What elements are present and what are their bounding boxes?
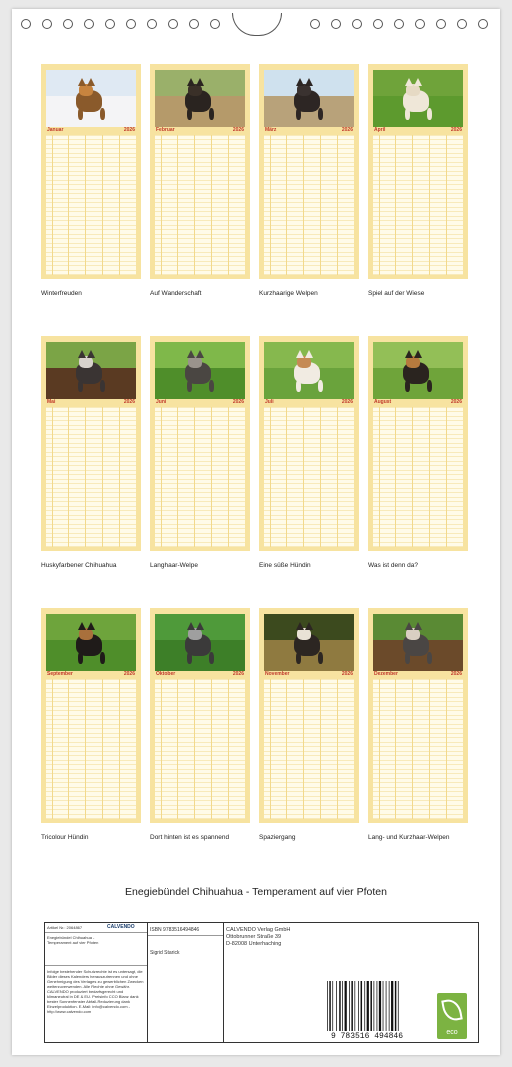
- month-year: 2026: [450, 671, 462, 677]
- barcode-bars: [325, 981, 409, 1033]
- month-caption: Kurzhaarige Welpen: [259, 290, 318, 297]
- barcode-bar: [339, 981, 341, 1031]
- binding-hole: [310, 19, 320, 29]
- barcode-bar: [379, 981, 381, 1031]
- month-name: Juli: [265, 399, 274, 405]
- city: D-82008 Unterhaching: [226, 941, 282, 947]
- barcode-bar: [358, 981, 359, 1031]
- product-title: Enegiebündel Chihuahua - Temperament auf vier Pfoten: [47, 935, 99, 945]
- binding-hole: [436, 19, 446, 29]
- month-name: Mai: [47, 399, 56, 405]
- barcode-bar: [336, 981, 337, 1031]
- planner-grid: [373, 135, 463, 275]
- month-name: Januar: [47, 127, 64, 133]
- company: CALVENDO Verlag GmbH: [226, 927, 291, 933]
- info-left-column: [45, 923, 148, 1042]
- binding-hole: [189, 19, 199, 29]
- barcode-bar: [327, 981, 328, 1031]
- planner-grid: [373, 407, 463, 547]
- month-photo: [264, 70, 354, 127]
- binding-hole: [63, 19, 73, 29]
- month-caption: Was ist denn da?: [368, 562, 418, 569]
- month-panel: [368, 64, 468, 279]
- month-year: 2026: [450, 127, 462, 133]
- binding-hole: [415, 19, 425, 29]
- month-name: Februar: [156, 127, 175, 133]
- month-caption: Eine süße Hündin: [259, 562, 311, 569]
- barcode-bar: [367, 981, 369, 1031]
- month-photo: [155, 70, 245, 127]
- planner-grid: [155, 679, 245, 819]
- month-caption: Spiel auf der Wiese: [368, 290, 425, 297]
- eco-label: eco: [446, 1029, 458, 1036]
- month-panel: [41, 336, 141, 551]
- calendar-title: Enegiebündel Chihuahua - Temperament auf vier Pfoten: [125, 886, 387, 898]
- planner-grid: [155, 407, 245, 547]
- month-name: März: [265, 127, 277, 133]
- month-name: September: [47, 671, 73, 677]
- barcode-bar: [374, 981, 375, 1031]
- planner-grid: [46, 135, 136, 275]
- planner-grid: [264, 679, 354, 819]
- barcode-bar: [364, 981, 365, 1031]
- spiral-binding: [12, 15, 500, 39]
- month-caption: Spaziergang: [259, 834, 296, 841]
- barcode-bar: [398, 981, 399, 1031]
- month-name: Juni: [156, 399, 167, 405]
- month-photo: [373, 614, 463, 671]
- binding-hole: [105, 19, 115, 29]
- barcode-bar: [361, 981, 363, 1031]
- binding-hole: [394, 19, 404, 29]
- info-mid-column: [148, 923, 224, 1042]
- binding-hole: [84, 19, 94, 29]
- binding-hole: [210, 19, 220, 29]
- barcode: [325, 981, 409, 1041]
- binding-hole: [21, 19, 31, 29]
- month-year: 2026: [232, 399, 244, 405]
- month-panel: [41, 64, 141, 279]
- month-caption: Tricolour Hündin: [41, 834, 89, 841]
- month-name: April: [374, 127, 386, 133]
- month-panel: [259, 336, 359, 551]
- barcode-bar: [377, 981, 378, 1031]
- month-photo: [46, 614, 136, 671]
- month-panel: [259, 608, 359, 823]
- author: Sigrid Starick: [150, 950, 180, 956]
- month-caption: Lang- und Kurzhaar-Welpen: [368, 834, 450, 841]
- month-caption: Langhaar-Welpe: [150, 562, 198, 569]
- month-photo: [264, 614, 354, 671]
- planner-grid: [46, 407, 136, 547]
- month-photo: [46, 70, 136, 127]
- month-caption: Auf Wanderschaft: [150, 290, 202, 297]
- eco-badge: [437, 993, 467, 1039]
- publisher-logo: CALVENDO: [107, 924, 135, 930]
- month-caption: Winterfreuden: [41, 290, 82, 297]
- month-panel: [150, 64, 250, 279]
- binding-hole: [168, 19, 178, 29]
- month-year: 2026: [232, 671, 244, 677]
- barcode-bar: [395, 981, 397, 1031]
- planner-grid: [155, 135, 245, 275]
- month-panel: [368, 608, 468, 823]
- binding-hole: [352, 19, 362, 29]
- month-year: 2026: [450, 399, 462, 405]
- isbn: ISBN 9783516494846: [150, 927, 200, 933]
- hanger-cutout: [232, 13, 282, 36]
- binding-hole: [147, 19, 157, 29]
- month-panel: [368, 336, 468, 551]
- month-name: August: [374, 399, 392, 405]
- month-name: Dezember: [374, 671, 398, 677]
- barcode-number: 9 783516 494846: [330, 1032, 403, 1041]
- barcode-bar: [370, 981, 372, 1031]
- planner-grid: [264, 135, 354, 275]
- month-photo: [264, 342, 354, 399]
- month-caption: Dort hinten ist es spannend: [150, 834, 230, 841]
- binding-hole: [331, 19, 341, 29]
- month-panel: [41, 608, 141, 823]
- month-year: 2026: [123, 671, 135, 677]
- barcode-bar: [349, 981, 350, 1031]
- month-photo: [373, 70, 463, 127]
- binding-hole: [457, 19, 467, 29]
- month-photo: [155, 342, 245, 399]
- month-photo: [46, 342, 136, 399]
- leaf-icon: [441, 998, 463, 1023]
- month-name: Oktober: [156, 671, 176, 677]
- barcode-bar: [345, 981, 347, 1031]
- binding-hole: [42, 19, 52, 29]
- month-year: 2026: [341, 127, 353, 133]
- month-panel: [259, 64, 359, 279]
- info-box: [44, 922, 479, 1043]
- month-caption: Huskyfarbener Chihuahua: [41, 562, 117, 569]
- planner-grid: [264, 407, 354, 547]
- month-panel: [150, 608, 250, 823]
- barcode-bar: [383, 981, 384, 1031]
- barcode-bar: [329, 981, 331, 1031]
- binding-hole: [126, 19, 136, 29]
- month-photo: [373, 342, 463, 399]
- barcode-bar: [351, 981, 353, 1031]
- planner-grid: [373, 679, 463, 819]
- barcode-bar: [391, 981, 393, 1031]
- barcode-bar: [332, 981, 333, 1031]
- month-year: 2026: [341, 671, 353, 677]
- month-photo: [155, 614, 245, 671]
- month-year: 2026: [232, 127, 244, 133]
- binding-hole: [478, 19, 488, 29]
- month-year: 2026: [123, 399, 135, 405]
- month-year: 2026: [123, 127, 135, 133]
- month-name: November: [265, 671, 290, 677]
- info-publisher: [224, 923, 334, 1042]
- binding-hole: [373, 19, 383, 29]
- street: Ottobrunner Straße 39: [226, 934, 282, 940]
- calendar-page: [12, 9, 500, 1055]
- barcode-bar: [389, 981, 390, 1031]
- article-number: Artikel Nr.: 2064867: [47, 925, 83, 930]
- month-year: 2026: [341, 399, 353, 405]
- planner-grid: [46, 679, 136, 819]
- legal-notice: Infolge bestehender Schutzrechte ist es untersagt, die Bilder dieses Kalenders herauszutrennen und ohne Genehmigung des Verlages zu gewerblichen Zwecken weiterzuverwenden. Alle Rechte ohne Gewähr. CALVENDO produziert bedarfsgerecht und klimaneutral in DE & EU. Preisinfo CCO Blanz dank bester Sonnenfenster Abfall-Reduzierung dank Einzelproduktion. E-Mail: info@calvendo.com - http://www.calvendo.com: [47, 969, 144, 1014]
- barcode-bar: [354, 981, 355, 1031]
- barcode-bar: [386, 981, 387, 1031]
- barcode-bar: [342, 981, 343, 1031]
- month-panel: [150, 336, 250, 551]
